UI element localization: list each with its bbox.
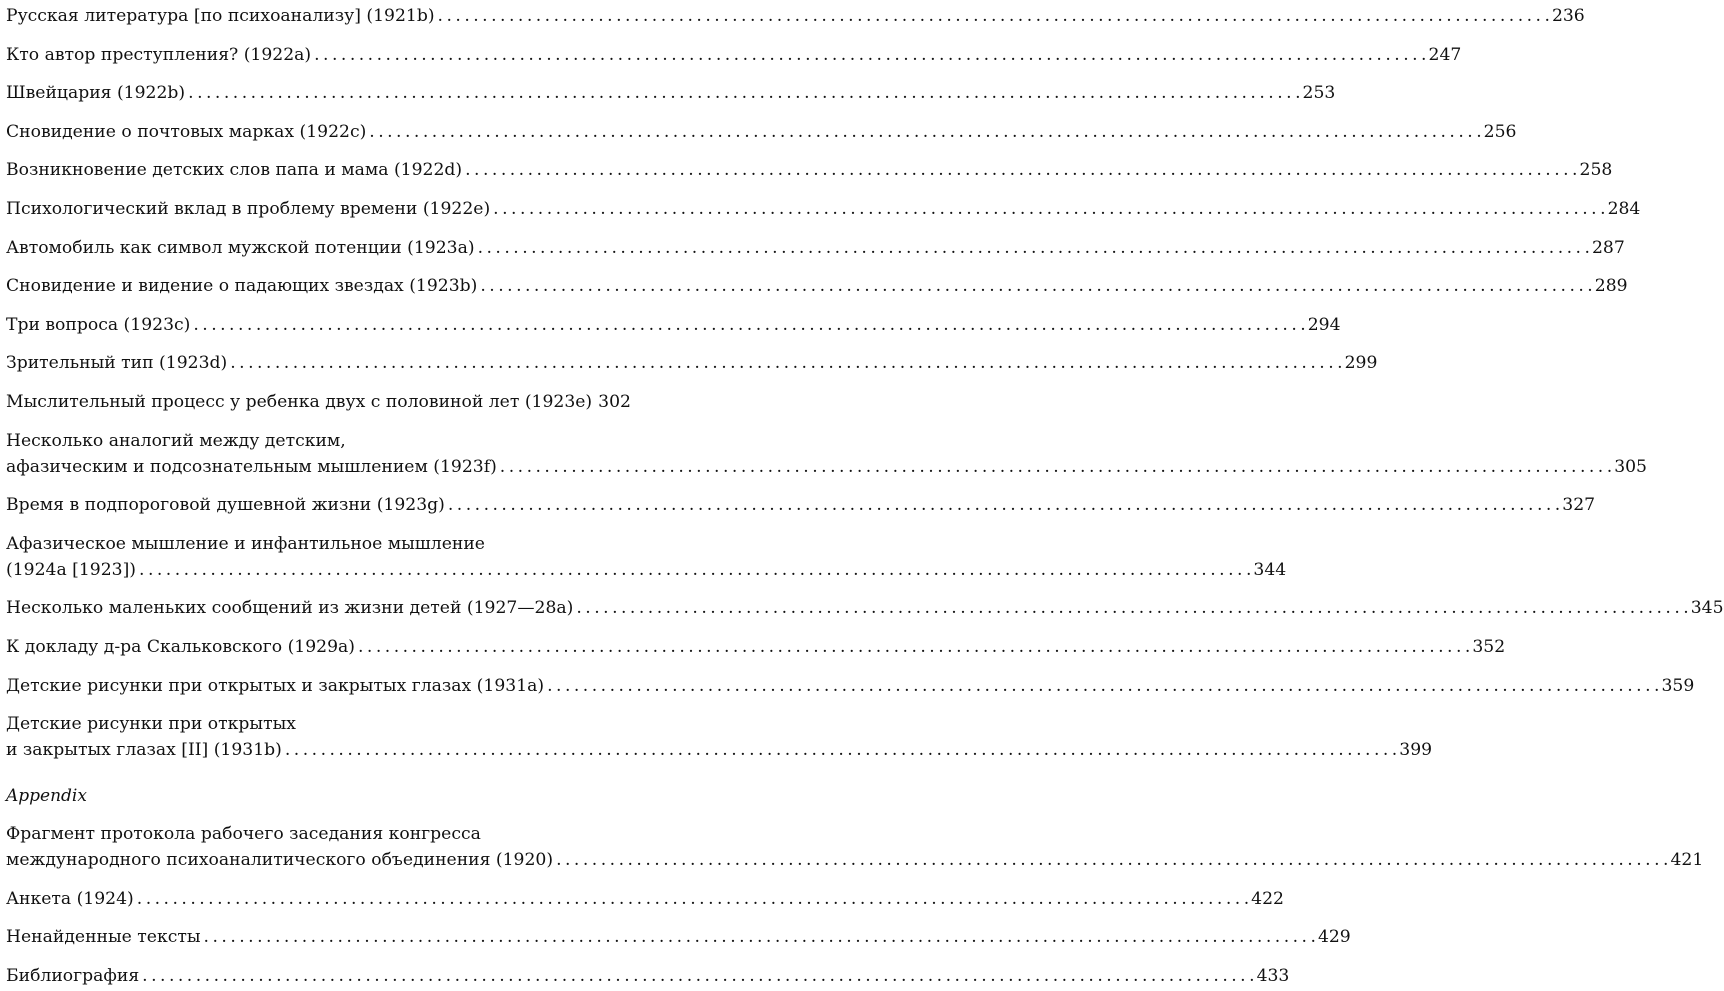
- toc-entry-title: Зрительный тип (1923d): [6, 353, 228, 374]
- toc-page-number: 399: [1399, 740, 1433, 761]
- toc-entry-title: Швейцария (1922b): [6, 83, 186, 104]
- toc-page-number: 287: [1591, 237, 1625, 258]
- toc-page-number: 429: [1317, 927, 1351, 947]
- toc-entry[interactable]: [6, 965, 1290, 991]
- toc-entry-title: Психологический вклад в проблему времени (1922е): [6, 199, 491, 219]
- toc-page-number: 327: [1562, 495, 1596, 516]
- toc-entry-title: Три вопроса (1923с): [6, 314, 191, 335]
- dot-leader: [448, 494, 1559, 516]
- toc-entry[interactable]: [6, 675, 1695, 701]
- toc-entry-title: Детские рисунки при открытых: [6, 714, 296, 735]
- toc-entry[interactable]: [6, 494, 1596, 520]
- toc-entry-title: Время в подпороговой душевной жизни (1923g): [6, 495, 445, 516]
- dot-leader: [438, 5, 1549, 27]
- toc-page-number: 236: [1551, 6, 1585, 26]
- toc-entry-title: и закрытых глазах [II] (1931b): [6, 740, 282, 761]
- toc-entry-title: Несколько аналогий между детским,: [6, 430, 346, 451]
- dot-leader: [358, 636, 1469, 658]
- toc-entry-title: Кто автор преступления? (1922а): [6, 44, 312, 65]
- toc-entry-title: Несколько маленьких сообщений из жизни детей (1927—28а): [6, 598, 574, 619]
- toc-page-number: 345: [1690, 598, 1724, 619]
- toc-page-number: 433: [1256, 965, 1290, 986]
- toc-page-number: 294: [1307, 314, 1341, 335]
- dot-leader: [137, 888, 1248, 910]
- toc-entry[interactable]: [6, 5, 1585, 31]
- dot-leader: [139, 559, 1250, 581]
- toc-page-number: 253: [1302, 83, 1336, 104]
- toc-entry[interactable]: [6, 430, 1647, 482]
- appendix-heading: Appendix: [6, 786, 87, 806]
- toc-entry-title: (1924а [1923]): [6, 559, 137, 580]
- toc-entry-title: Детские рисунки при открытых и закрытых глазах (1931а): [6, 675, 545, 696]
- dot-leader: [478, 237, 1589, 259]
- toc-entry[interactable]: [6, 198, 1641, 224]
- toc-page-number: 256: [1483, 121, 1517, 142]
- toc-entry[interactable]: [6, 82, 1336, 108]
- toc-entry[interactable]: [6, 121, 1517, 147]
- toc-page-number: 258: [1579, 160, 1613, 181]
- toc-entry[interactable]: [6, 314, 1341, 340]
- toc-page-number: 359: [1661, 675, 1695, 696]
- toc-entry[interactable]: [6, 597, 1724, 623]
- dot-leader: [556, 849, 1667, 871]
- toc-entry-title: Библиография: [6, 965, 140, 986]
- toc-entry-title: Автомобиль как символ мужской потенции (1923а): [6, 237, 475, 258]
- dot-leader: [500, 456, 1611, 478]
- toc-page-number: 344: [1253, 559, 1287, 580]
- toc-entry-title: афазическим и подсознательным мышлением (1923f): [6, 456, 497, 477]
- toc-page-number: 352: [1472, 637, 1506, 657]
- toc-entry-title: К докладу д-ра Скальковского (1929а): [6, 637, 355, 657]
- toc-page-number: 422: [1251, 888, 1284, 909]
- toc-entry-title: Ненайденные тексты: [6, 927, 201, 947]
- toc-entry-title: Фрагмент протокола рабочего заседания конгресса: [6, 824, 481, 844]
- dot-leader: [188, 82, 1299, 104]
- toc-page-number: 421: [1670, 850, 1704, 870]
- toc-page-number: 302: [598, 392, 631, 412]
- toc-entry[interactable]: [6, 159, 1613, 185]
- toc-page-number: 305: [1614, 456, 1647, 477]
- toc-entry[interactable]: [6, 275, 1628, 301]
- toc-entry[interactable]: [6, 823, 1704, 875]
- dot-leader: [493, 198, 1604, 220]
- toc-page-number: 284: [1607, 199, 1641, 219]
- toc-entry[interactable]: [6, 533, 1287, 585]
- toc-entry-title: Сновидение о почтовых марках (1922с): [6, 121, 367, 142]
- toc-entry[interactable]: [6, 44, 1462, 70]
- dot-leader: [369, 121, 1480, 143]
- toc-entry-title: Мыслительный процесс у ребенка двух с половиной лет (1923е): [6, 392, 593, 412]
- dot-leader: [204, 926, 1315, 948]
- toc-page-number: 299: [1344, 353, 1378, 374]
- dot-leader: [314, 44, 1425, 66]
- dot-leader: [285, 739, 1396, 761]
- toc-entry-title: Русская литература [по психоанализу] (1921b): [6, 6, 435, 26]
- toc-entry[interactable]: [6, 713, 1433, 765]
- toc-page-number: 247: [1428, 44, 1462, 65]
- toc-entry[interactable]: [6, 888, 1284, 914]
- dot-leader: [480, 275, 1591, 297]
- toc-entry-title: международного психоаналитического объединения (1920): [6, 850, 554, 870]
- toc-entry[interactable]: [6, 352, 1378, 378]
- dot-leader: [230, 352, 1341, 374]
- toc-entry-title: Возникновение детских слов папа и мама (1922d): [6, 160, 463, 181]
- dot-leader: [576, 597, 1687, 619]
- toc-entry[interactable]: [6, 636, 1506, 662]
- toc-entry-title: Афазическое мышление и инфантильное мышление: [6, 533, 485, 554]
- dot-leader: [465, 159, 1576, 181]
- dot-leader: [547, 675, 1658, 697]
- toc-page-number: 289: [1594, 276, 1628, 297]
- dot-leader: [193, 314, 1304, 336]
- toc-entry-title: Сновидение и видение о падающих звездах (1923b): [6, 276, 478, 297]
- dot-leader: [142, 965, 1253, 987]
- toc-entry[interactable]: [6, 391, 631, 417]
- toc-entry[interactable]: [6, 237, 1625, 263]
- toc-entry-title: Анкета (1924): [6, 888, 134, 909]
- toc-entry[interactable]: [6, 926, 1351, 952]
